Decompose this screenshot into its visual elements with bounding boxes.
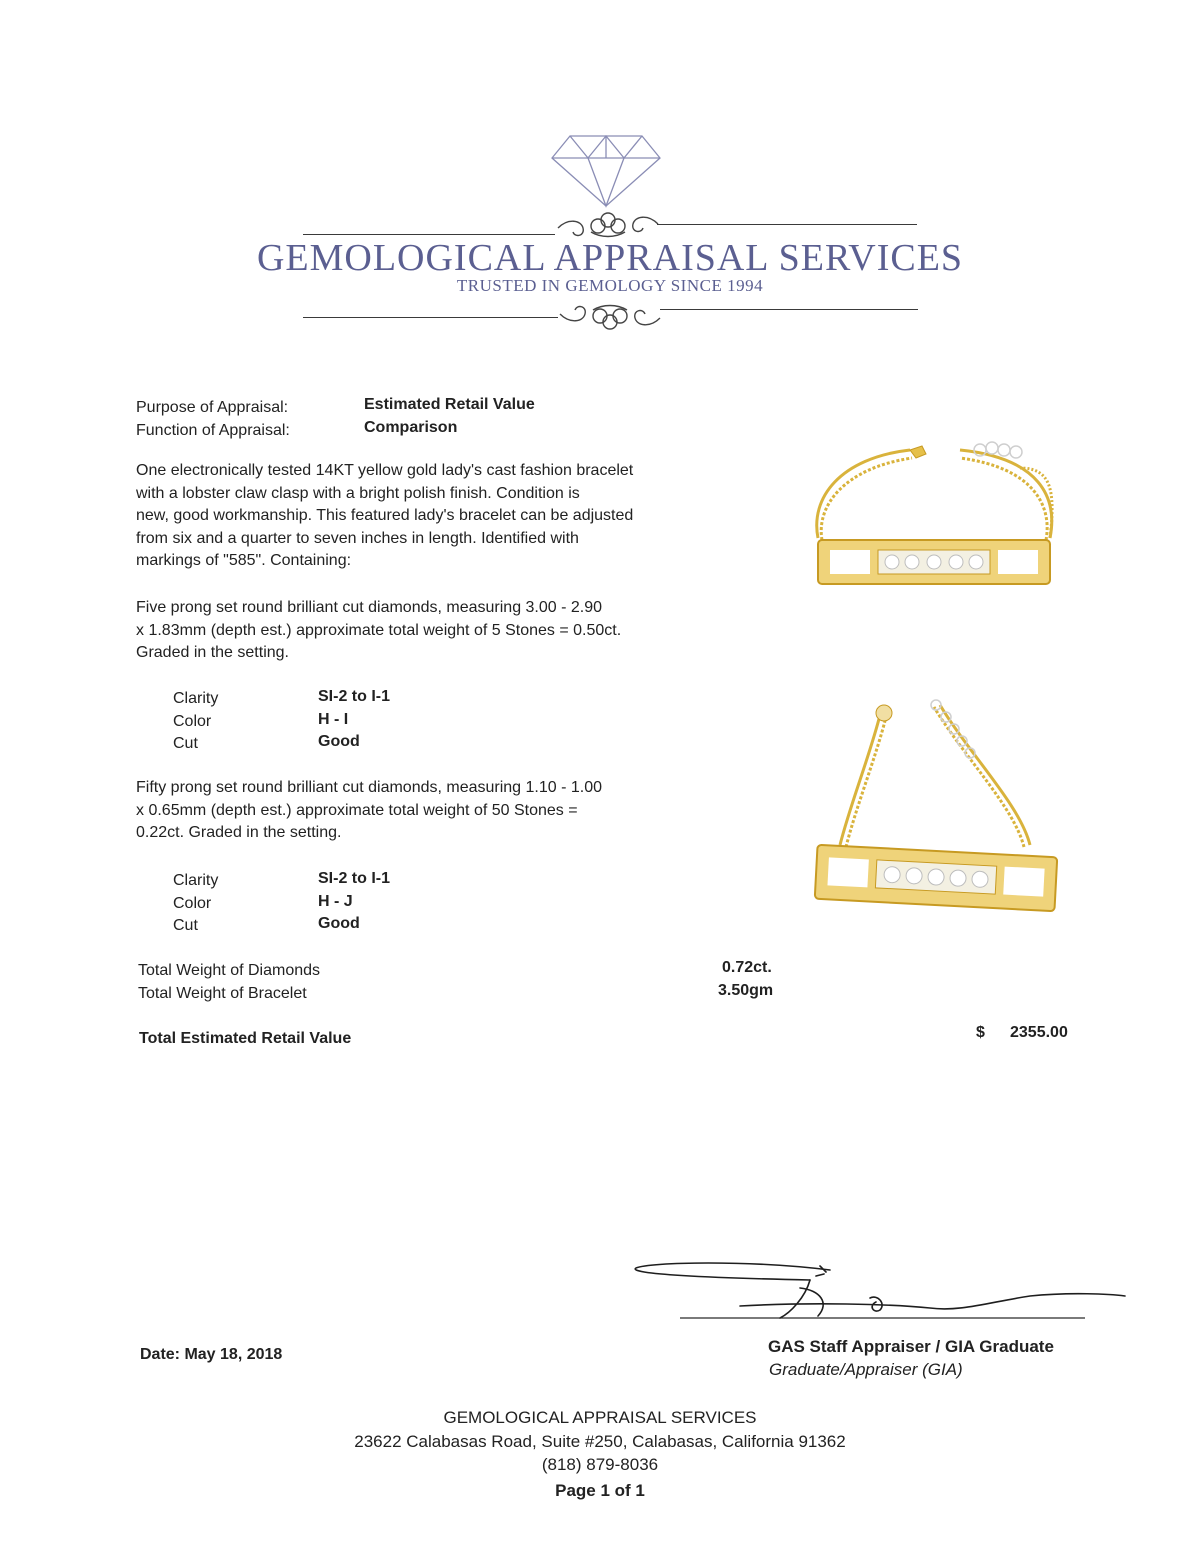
clarity-value: SI-2 to I-1 — [318, 688, 391, 705]
purpose-label: Purpose of Appraisal: — [136, 399, 289, 416]
description-line: from six and a quarter to seven inches in length. Identified with — [136, 529, 579, 547]
cut-value: Good — [318, 733, 360, 750]
description-line: with a lobster claw clasp with a bright polish finish. Condition is — [136, 484, 580, 502]
total-bracelet-label: Total Weight of Bracelet — [138, 985, 307, 1002]
function-label: Function of Appraisal: — [136, 422, 290, 439]
header-rule-top-right — [657, 224, 917, 225]
flourish-ornament-icon — [555, 300, 665, 334]
stone-text-line: 0.22ct. Graded in the setting. — [136, 824, 342, 841]
total-retail-value: 2355.00 — [1010, 1024, 1068, 1041]
total-bracelet-value: 3.50gm — [718, 982, 774, 999]
function-value: Comparison — [364, 419, 458, 436]
currency-symbol: $ — [976, 1024, 985, 1041]
grade-values-1 — [318, 686, 390, 754]
stone-group-1-description — [136, 597, 621, 665]
bracelet-photo-bottom — [800, 695, 1065, 935]
appraiser-signature — [630, 1258, 1130, 1334]
company-title: GEMOLOGICAL APPRAISAL SERVICES — [256, 237, 964, 279]
header-rule-bottom-left — [303, 317, 558, 318]
appraisal-date: Date: May 18, 2018 — [140, 1346, 283, 1363]
color-value: H - I — [318, 710, 349, 728]
item-description — [136, 460, 633, 573]
cut-label: Cut — [173, 917, 198, 934]
grade-labels-1 — [173, 688, 218, 756]
header-rule-top-left — [303, 234, 555, 235]
purpose-value: Estimated Retail Value — [364, 396, 535, 413]
stone-text-line: x 0.65mm (depth est.) approximate total weight of 50 Stones = — [136, 801, 578, 819]
footer-company: GEMOLOGICAL APPRAISAL SERVICES — [443, 1408, 757, 1427]
color-value: H - J — [318, 892, 353, 910]
description-line: markings of "585". Containing: — [136, 552, 352, 569]
color-label: Color — [173, 894, 212, 912]
stone-text-line: Five prong set round brilliant cut diamonds, measuring 3.00 - 2.90 — [136, 599, 603, 616]
cut-label: Cut — [173, 735, 198, 752]
clarity-value: SI-2 to I-1 — [318, 870, 391, 887]
total-diamonds-value: 0.72ct. — [722, 959, 772, 976]
clarity-label: Clarity — [173, 690, 219, 707]
stone-text-line: Fifty prong set round brilliant cut diamonds, measuring 1.10 - 1.00 — [136, 779, 603, 796]
page-number: Page 1 of 1 — [555, 1481, 645, 1500]
cut-value: Good — [318, 915, 360, 932]
bracelet-photo-top — [800, 428, 1065, 608]
diamond-logo-icon — [548, 128, 664, 208]
total-retail-label: Total Estimated Retail Value — [139, 1030, 352, 1047]
total-diamonds-label: Total Weight of Diamonds — [138, 962, 321, 979]
footer-phone: (818) 879-8036 — [541, 1455, 659, 1474]
header-rule-bottom-right — [660, 309, 918, 310]
appraiser-title: GAS Staff Appraiser / GIA Graduate — [768, 1337, 1054, 1356]
clarity-label: Clarity — [173, 872, 219, 889]
description-line: new, good workmanship. This featured lady's bracelet can be adjusted — [136, 507, 634, 524]
stone-text-line: x 1.83mm (depth est.) approximate total weight of 5 Stones = 0.50ct. — [136, 621, 622, 639]
stone-group-2-description — [136, 777, 602, 845]
stone-text-line: Graded in the setting. — [136, 644, 289, 661]
description-line: One electronically tested 14KT yellow gold lady's cast fashion bracelet — [136, 462, 634, 479]
color-label: Color — [173, 712, 212, 730]
company-tagline: TRUSTED IN GEMOLOGY SINCE 1994 — [456, 276, 764, 295]
grade-labels-2 — [173, 870, 218, 938]
appraiser-subtitle: Graduate/Appraiser (GIA) — [769, 1360, 963, 1379]
footer-address: 23622 Calabasas Road, Suite #250, Calabasas, California 91362 — [354, 1432, 846, 1451]
grade-values-2 — [318, 868, 390, 936]
